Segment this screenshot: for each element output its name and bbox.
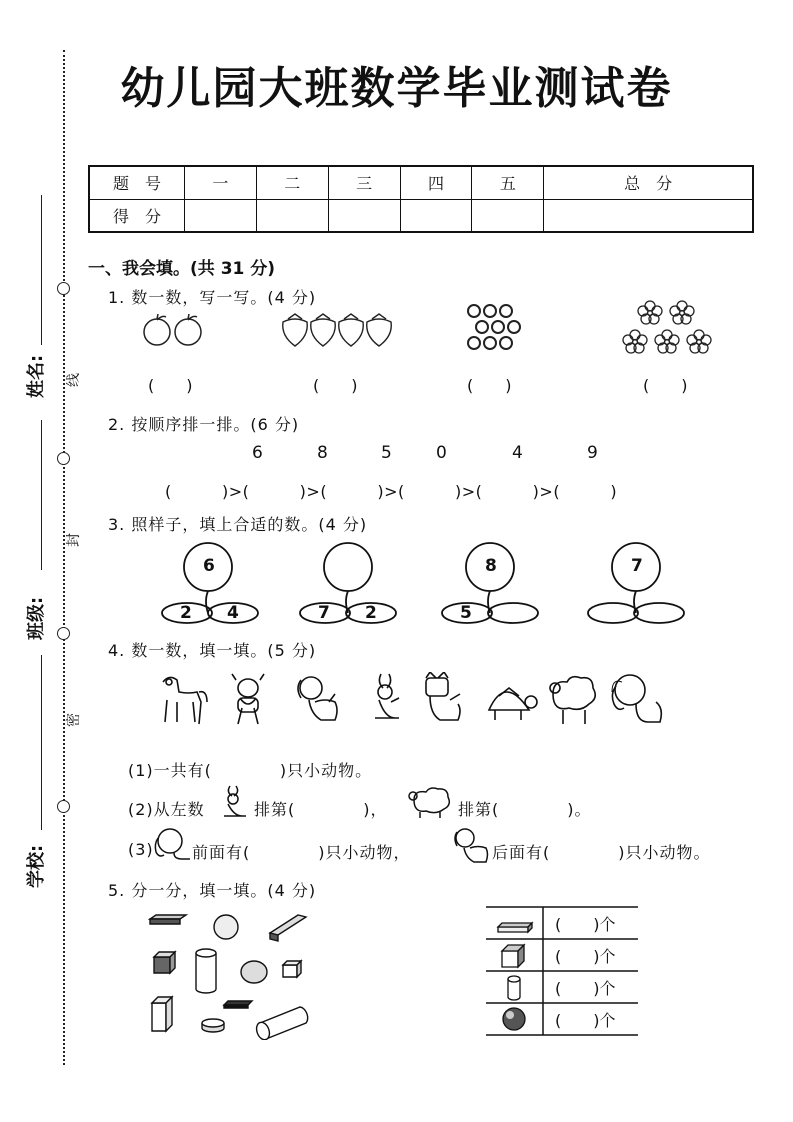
cylinder-icon — [196, 949, 216, 993]
flower-4-top: 7 — [631, 556, 643, 576]
seal-char-feng: 封 — [66, 533, 82, 547]
rabbit-icon — [375, 674, 399, 718]
score-table — [88, 165, 754, 233]
count-cylinder[interactable]: ( )个 — [555, 979, 616, 998]
count-cuboid[interactable]: ( )个 — [555, 915, 616, 934]
score-header-row — [89, 166, 753, 199]
score-cell[interactable] — [328, 199, 400, 232]
cuboid-icon — [150, 915, 186, 924]
q4-line-3-behind[interactable]: 后面有( )只小动物。 — [492, 843, 711, 862]
flower-1-left: 2 — [180, 603, 192, 623]
binding-hole — [57, 800, 70, 813]
seal-char-xian: 线 — [66, 373, 82, 387]
elephant-icon — [152, 826, 192, 862]
flower-1-top: 6 — [203, 556, 215, 576]
q4-line-2-prefix: (2)从左数 — [128, 800, 205, 819]
q4-line-2-rank-sheep[interactable]: 排第( )。 — [458, 800, 592, 819]
ordering-answer-row[interactable]: ( )>( )>( )>( )>( )>( ) — [165, 482, 618, 501]
section-heading: 一、我会填。(共 31 分) — [88, 259, 276, 279]
sequence-number: 5 — [381, 443, 392, 463]
count-sphere[interactable]: ( )个 — [555, 1011, 616, 1030]
flowers-icon — [622, 300, 714, 360]
rabbit-icon — [218, 784, 254, 818]
count-cube[interactable]: ( )个 — [555, 947, 616, 966]
binding-dotted-line — [63, 50, 65, 1065]
sequence-number: 9 — [587, 443, 598, 463]
cylinder-icon — [254, 1007, 307, 1040]
apples-icon — [140, 312, 208, 348]
answer-blank-apples[interactable]: ( ) — [148, 376, 193, 395]
sequence-number: 4 — [512, 443, 523, 463]
score-cell[interactable] — [256, 199, 328, 232]
score-header-label: 题 号 — [89, 166, 185, 199]
score-col-3: 三 — [328, 166, 400, 199]
q4-line-2-rank-rabbit[interactable]: 排第( )， — [254, 800, 388, 819]
dog-icon — [298, 677, 337, 720]
seal-char-mi: 密 — [66, 713, 82, 727]
solid-shapes-group — [140, 905, 345, 1040]
elephant-icon — [612, 675, 661, 722]
question-2: 2. 按顺序排一排。(6 分) — [108, 415, 300, 434]
circles-icon — [466, 303, 522, 353]
sequence-number: 6 — [252, 443, 263, 463]
class-underline — [41, 420, 42, 570]
turtle-icon — [489, 688, 537, 720]
score-col-4: 四 — [400, 166, 472, 199]
score-cell[interactable] — [400, 199, 472, 232]
flower-2-left: 7 — [318, 603, 330, 623]
flower-3-top: 8 — [485, 556, 497, 576]
cuboid-icon — [498, 923, 532, 932]
question-1: 1. 数一数，写一写。(4 分) — [108, 288, 317, 307]
animal-row — [155, 672, 675, 732]
dog-icon — [452, 826, 492, 864]
cuboid-icon — [270, 915, 306, 941]
score-col-2: 二 — [256, 166, 328, 199]
cylinder-icon — [508, 976, 520, 1000]
sequence-number: 8 — [317, 443, 328, 463]
answer-blank-circles[interactable]: ( ) — [467, 376, 512, 395]
score-row-label: 得 分 — [89, 199, 185, 232]
binding-hole — [57, 627, 70, 640]
sphere-icon — [503, 1008, 525, 1030]
question-5: 5. 分一分，填一填。(4 分) — [108, 881, 317, 900]
score-cell[interactable] — [544, 199, 753, 232]
name-label: 姓名: — [26, 354, 47, 398]
horse-icon — [163, 677, 207, 724]
class-label: 班级: — [26, 596, 47, 640]
q4-line-3-prefix: (3) — [128, 840, 154, 859]
strawberries-icon — [280, 312, 395, 350]
cuboid-icon — [224, 1001, 252, 1008]
score-col-total: 总 分 — [544, 166, 753, 199]
answer-blank-strawberries[interactable]: ( ) — [313, 376, 358, 395]
q4-line-3-front[interactable]: 前面有( )只小动物， — [192, 843, 411, 862]
question-4: 4. 数一数，填一填。(5 分) — [108, 641, 317, 660]
sphere-icon — [214, 915, 238, 939]
flower-1-right: 4 — [227, 603, 239, 623]
sheep-icon — [550, 677, 595, 724]
answer-blank-flowers[interactable]: ( ) — [643, 376, 688, 395]
score-col-5: 五 — [472, 166, 544, 199]
cube-icon — [502, 945, 524, 967]
sheep-icon — [406, 784, 458, 818]
score-cell[interactable] — [472, 199, 544, 232]
page-title: 幼儿园大班数学毕业测试卷 — [120, 63, 673, 114]
q4-line-1[interactable]: (1)一共有( )只小动物。 — [128, 761, 373, 780]
cow-icon — [232, 674, 264, 724]
school-underline — [41, 655, 42, 830]
cube-icon — [154, 952, 175, 973]
school-label: 学校: — [26, 844, 47, 888]
score-cell[interactable] — [185, 199, 257, 232]
flower-2-right: 2 — [365, 603, 377, 623]
flower-3-left: 5 — [460, 603, 472, 623]
binding-hole — [57, 452, 70, 465]
question-3: 3. 照样子，填上合适的数。(4 分) — [108, 515, 368, 534]
sequence-number: 0 — [436, 443, 447, 463]
cube-icon — [283, 961, 301, 977]
name-underline — [41, 195, 42, 345]
cylinder-icon — [202, 1019, 224, 1032]
score-col-1: 一 — [185, 166, 257, 199]
cat-icon — [426, 672, 460, 720]
sphere-icon — [241, 961, 267, 983]
binding-hole — [57, 282, 70, 295]
score-value-row — [89, 199, 753, 232]
cuboid-icon — [152, 997, 172, 1031]
